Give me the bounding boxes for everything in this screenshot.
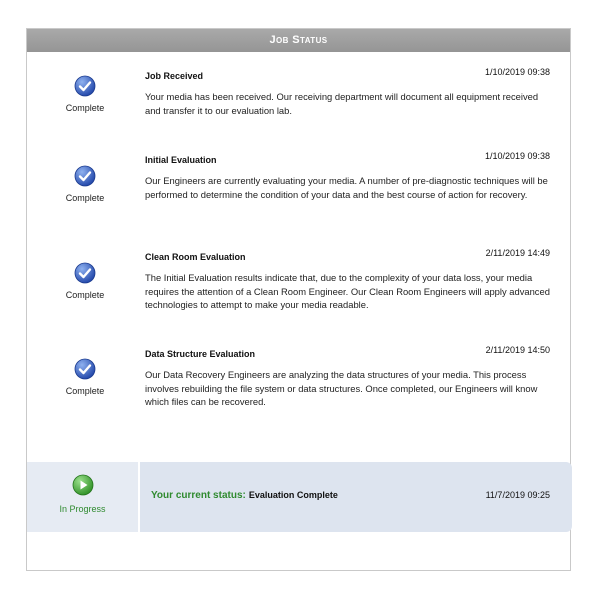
job-status-panel <box>26 28 571 571</box>
step-description: Our Engineers are currently evaluating your media. A number of pre-diagnostic techniques will be performed to determine the condition of your data and the best course of action for recovery. <box>145 175 548 200</box>
play-icon <box>72 474 94 496</box>
checkmark-icon <box>74 358 96 380</box>
status-step <box>27 67 572 147</box>
step-status <box>27 75 143 113</box>
step-title: Clean Room Evaluation <box>145 252 246 262</box>
step-timestamp: 1/10/2019 09:38 <box>484 67 550 77</box>
step-description: The Initial Evaluation results indicate that, due to the complexity of your data loss, your media requires the attention of a Clean Room Engineer. Our Clean Room Engineers will apply advanced technologies to attempt to make your media readable. <box>145 272 550 310</box>
current-status-row <box>27 462 572 532</box>
step-description: Your media has been received. Our receiving department will document all equipment received and transfer it to our evaluation lab. <box>145 91 539 116</box>
current-status-label <box>151 490 338 501</box>
step-status-label: Complete <box>65 290 105 300</box>
checkmark-icon <box>74 75 96 97</box>
step-status <box>27 165 143 203</box>
current-status-indicator <box>27 462 138 532</box>
status-step <box>27 151 572 231</box>
current-status-caption: Your current status: <box>151 490 246 501</box>
status-step <box>27 344 572 424</box>
current-status-box <box>140 462 572 532</box>
step-status <box>27 262 143 300</box>
step-timestamp: 2/11/2019 14:49 <box>485 248 550 258</box>
step-status-label: Complete <box>65 193 105 203</box>
step-description: Our Data Recovery Engineers are analyzing the data structures of your media. This process involves rebuilding the file system or data structures. Once completed, our Engineers will know which files can be recovered. <box>145 369 538 407</box>
checkmark-icon <box>74 165 96 187</box>
step-timestamp: 2/11/2019 14:50 <box>485 345 550 355</box>
step-timestamp: 1/10/2019 09:38 <box>484 151 550 161</box>
current-status-timestamp: 11/7/2019 09:25 <box>485 490 550 500</box>
status-step <box>27 247 572 327</box>
step-status <box>27 358 143 396</box>
step-title: Initial Evaluation <box>145 155 217 165</box>
panel-header <box>27 29 570 52</box>
current-status-value: Evaluation Complete <box>248 490 338 500</box>
checkmark-icon <box>74 262 96 284</box>
step-status-label: Complete <box>65 103 105 113</box>
step-title: Data Structure Evaluation <box>145 349 256 359</box>
panel-title: Job Status <box>269 34 328 46</box>
step-status-label: Complete <box>65 386 105 396</box>
step-title: Job Received <box>145 71 204 81</box>
in-progress-label: In Progress <box>59 504 106 514</box>
